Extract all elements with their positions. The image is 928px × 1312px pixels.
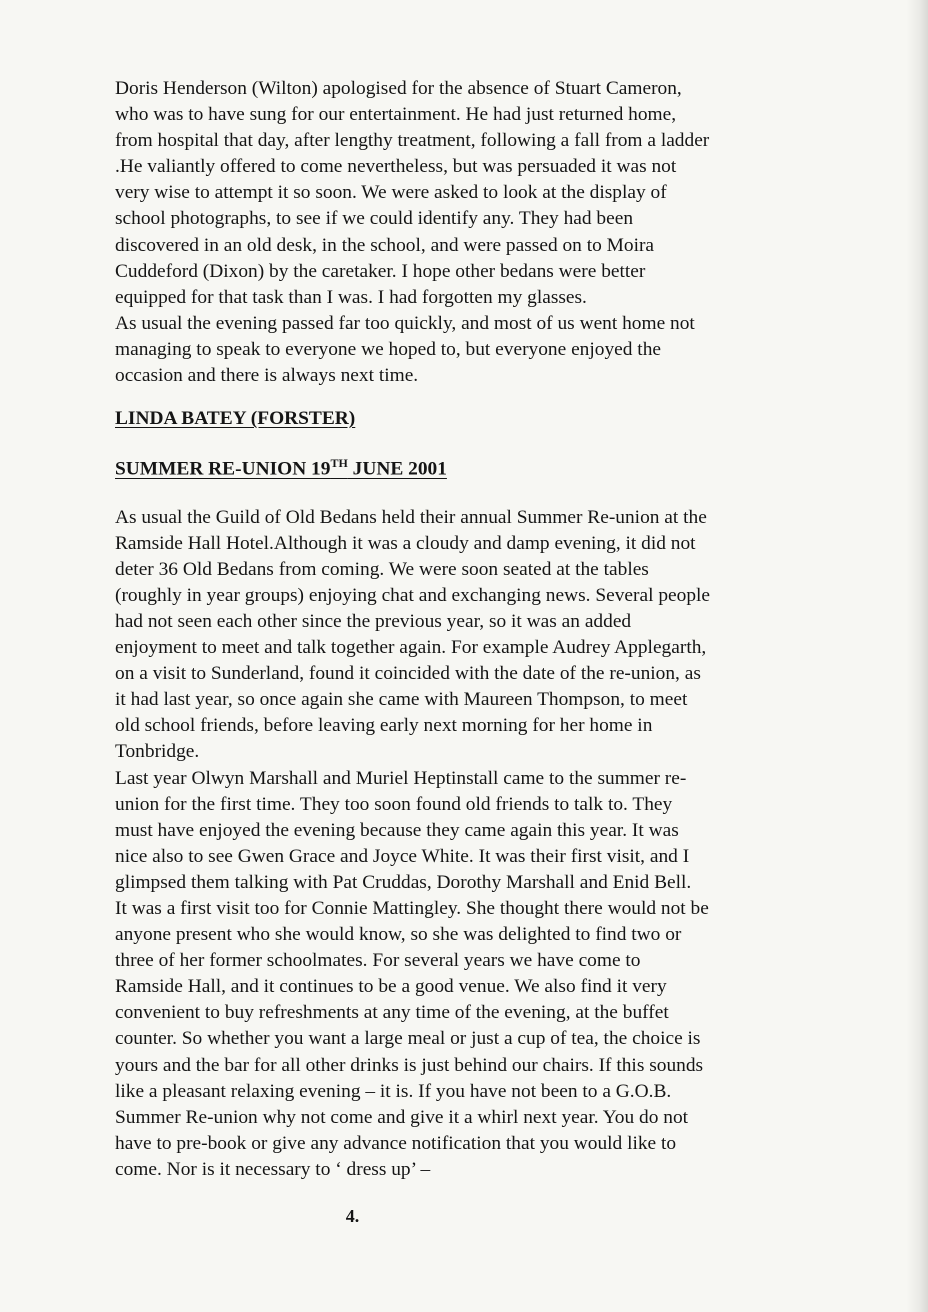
text-line: come. Nor is it necessary to ‘ dress up’ – xyxy=(115,1158,431,1180)
text-line: managing to speak to everyone we hoped to, but everyone enjoyed the xyxy=(115,338,661,360)
text-line: enjoyment to meet and talk together again. For example Audrey Applegarth, xyxy=(115,637,707,659)
text-line: counter. So whether you want a large meal or just a cup of tea, the choice is xyxy=(115,1028,701,1050)
text-line: like a pleasant relaxing evening – it is. If you have not been to a G.O.B. xyxy=(115,1080,672,1102)
text-line: Cuddeford (Dixon) by the caretaker. I hope other bedans were better xyxy=(115,260,646,282)
text-line: nice also to see Gwen Grace and Joyce White. It was their first visit, and I xyxy=(115,845,690,867)
event-heading xyxy=(115,450,820,482)
text-line: Tonbridge. xyxy=(115,741,200,763)
text-line: anyone present who she would know, so she was delighted to find two or xyxy=(115,924,682,946)
text-line: equipped for that task than I was. I had forgotten my glasses. xyxy=(115,286,587,308)
text-line: convenient to buy refreshments at any time of the evening, at the buffet xyxy=(115,1002,669,1024)
page-edge-shadow xyxy=(906,0,928,1312)
text-line: glimpsed them talking with Pat Cruddas, Dorothy Marshall and Enid Bell. xyxy=(115,871,692,893)
text-line: discovered in an old desk, in the school, and were passed on to Moira xyxy=(115,234,655,256)
text-line: who was to have sung for our entertainment. He had just returned home, xyxy=(115,104,677,126)
text-line: had not seen each other since the previous year, so it was an added xyxy=(115,610,632,632)
text-line: three of her former schoolmates. For several years we have come to xyxy=(115,950,641,972)
text-line: have to pre-book or give any advance notification that you would like to xyxy=(115,1132,677,1154)
paragraph-apology xyxy=(115,76,820,311)
text-line: old school friends, before leaving early next morning for her home in xyxy=(115,715,653,737)
text-line: As usual the evening passed far too quickly, and most of us went home not xyxy=(115,312,695,334)
text-line: .He valiantly offered to come nevertheless, but was persuaded it was not xyxy=(115,156,677,178)
text-line: on a visit to Sunderland, found it coincided with the date of the re-union, as xyxy=(115,663,701,685)
text-line: very wise to attempt it so soon. We were asked to look at the display of xyxy=(115,182,667,204)
text-line: must have enjoyed the evening because they came again this year. It was xyxy=(115,819,679,841)
paragraph-reunion-attendees xyxy=(115,766,820,1184)
event-heading-superscript: TH xyxy=(330,456,348,471)
text-line: yours and the bar for all other drinks is just behind our chairs. If this sounds xyxy=(115,1054,704,1076)
author-heading: LINDA BATEY (FORSTER) xyxy=(115,408,356,430)
paragraph-evening-summary xyxy=(115,311,820,389)
text-line: deter 36 Old Bedans from coming. We were soon seated at the tables xyxy=(115,558,649,580)
text-line: school photographs, to see if we could identify any. They had been xyxy=(115,208,634,230)
text-line: from hospital that day, after lengthy treatment, following a fall from a ladder xyxy=(115,130,710,152)
text-line: As usual the Guild of Old Bedans held their annual Summer Re-union at the xyxy=(115,506,707,528)
text-line: Doris Henderson (Wilton) apologised for the absence of Stuart Cameron, xyxy=(115,78,682,99)
document-page xyxy=(115,76,820,1183)
page-number xyxy=(0,1206,705,1227)
text-line: union for the first time. They too soon found old friends to talk to. They xyxy=(115,793,673,815)
text-line: Ramside Hall Hotel.Although it was a cloudy and damp evening, it did not xyxy=(115,532,696,554)
event-heading-text: SUMMER RE-UNION 19 xyxy=(115,458,331,480)
text-line: occasion and there is always next time. xyxy=(115,365,419,387)
text-line: Last year Olwyn Marshall and Muriel Heptinstall came to the summer re- xyxy=(115,767,687,789)
paragraph-reunion-intro xyxy=(115,505,820,766)
text-line: (roughly in year groups) enjoying chat and exchanging news. Several people xyxy=(115,584,711,606)
text-line: It was a first visit too for Connie Mattingley. She thought there would not be xyxy=(115,898,709,919)
page-number-text: 4. xyxy=(345,1206,360,1226)
text-line: Summer Re-union why not come and give it a whirl next year. You do not xyxy=(115,1106,689,1128)
text-line: it had last year, so once again she came with Maureen Thompson, to meet xyxy=(115,689,688,711)
text-line: Ramside Hall, and it continues to be a good venue. We also find it very xyxy=(115,976,667,998)
event-heading-date: JUNE 2001 xyxy=(347,458,447,480)
